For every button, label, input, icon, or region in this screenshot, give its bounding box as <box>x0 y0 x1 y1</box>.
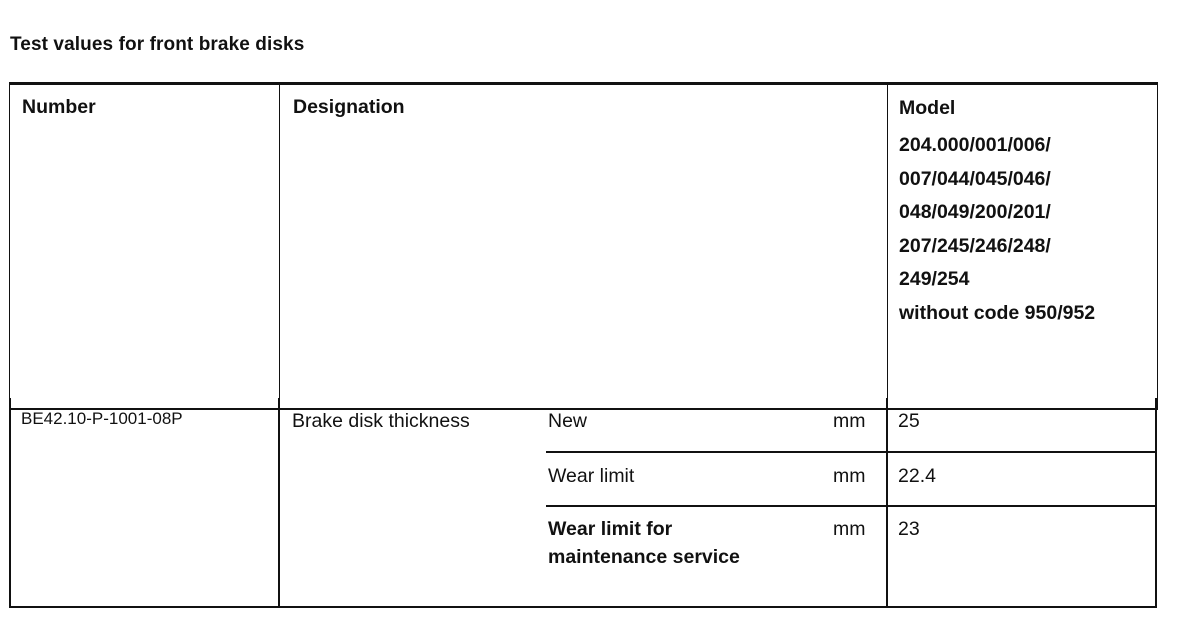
entry-value: 23 <box>898 518 920 540</box>
entry-label: Wear limit <box>548 465 635 487</box>
entry-label-line: maintenance service <box>548 546 740 568</box>
model-line: 204.000/001/006/ <box>899 134 1051 156</box>
model-label: Model <box>899 97 956 119</box>
entry-value: 25 <box>898 410 920 432</box>
header-designation: Designation <box>280 84 888 410</box>
model-line: 048/049/200/201/ <box>899 201 1051 223</box>
model-line: without code 950/952 <box>899 301 1096 324</box>
header-number: Number <box>10 84 280 410</box>
entry-unit: mm <box>833 465 866 487</box>
table-row <box>9 398 1157 608</box>
test-values-table <box>9 82 1158 410</box>
model-line: 249/254 <box>899 268 970 290</box>
entry-unit: mm <box>833 410 866 432</box>
page-title: Test values for front brake disks <box>10 34 305 55</box>
entry-label: New <box>548 410 588 432</box>
header-model <box>888 84 1158 410</box>
row-designation: Brake disk thickness <box>292 410 470 432</box>
model-line: 007/044/045/046/ <box>899 167 1051 190</box>
row-number: BE42.10-P-1001-08P <box>21 409 183 428</box>
entry-label-line: Wear limit for <box>548 518 673 540</box>
table-header-row <box>10 84 1158 410</box>
entry-unit: mm <box>833 518 866 540</box>
entry-value: 22.4 <box>898 465 936 487</box>
model-line: 207/245/246/248/ <box>899 234 1051 257</box>
